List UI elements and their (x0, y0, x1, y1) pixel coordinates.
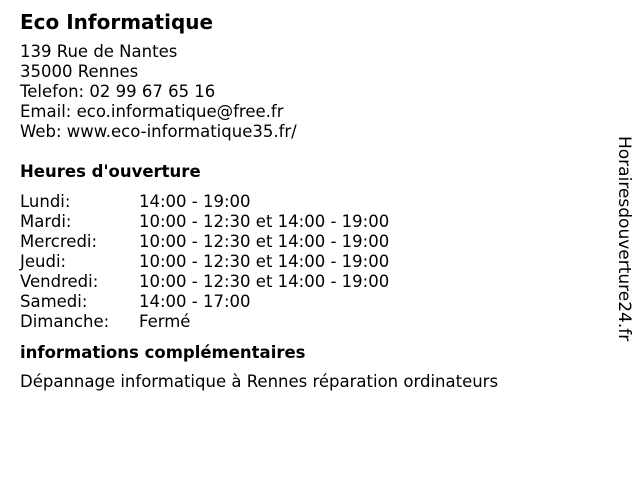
day-label: Mercredi: (20, 232, 98, 251)
additional-info-text: Dépannage informatique à Rennes réparation ordinateurs (20, 372, 499, 391)
phone-number[interactable]: 02 99 67 65 16 (89, 82, 216, 101)
phone-line (20, 82, 590, 102)
opening-hours-heading: Heures d'ouverture (20, 162, 201, 181)
email-line (20, 102, 590, 122)
address-street: 139 Rue de Nantes (20, 42, 178, 61)
day-label: Dimanche: (20, 312, 110, 331)
website-url[interactable]: www.eco-informatique35.fr/ (66, 122, 297, 141)
day-hours: 10:00 - 12:30 et 14:00 - 19:00 (139, 212, 390, 231)
address-block (20, 42, 590, 142)
hours-row-mercredi (20, 232, 590, 252)
day-label: Lundi: (20, 192, 71, 211)
day-label: Samedi: (20, 292, 88, 311)
hours-row-mardi (20, 212, 590, 232)
business-name: Eco Informatique (20, 10, 214, 34)
day-hours: 14:00 - 17:00 (139, 292, 251, 311)
site-watermark: Horairesdouverture24.fr (614, 136, 634, 342)
day-label: Jeudi: (20, 252, 67, 271)
hours-row-dimanche (20, 312, 590, 332)
opening-hours-table (20, 192, 590, 332)
hours-row-samedi (20, 292, 590, 312)
phone-label: Telefon: (20, 82, 85, 101)
day-hours: 10:00 - 12:30 et 14:00 - 19:00 (139, 232, 390, 251)
web-label: Web: (20, 122, 62, 141)
hours-row-lundi (20, 192, 590, 212)
hours-row-jeudi (20, 252, 590, 272)
day-label: Vendredi: (20, 272, 99, 291)
web-line (20, 122, 590, 142)
hours-row-vendredi (20, 272, 590, 292)
day-label: Mardi: (20, 212, 72, 231)
day-hours: 10:00 - 12:30 et 14:00 - 19:00 (139, 252, 390, 271)
address-city: 35000 Rennes (20, 62, 139, 81)
email-label: Email: (20, 102, 72, 121)
day-hours: 14:00 - 19:00 (139, 192, 251, 211)
additional-info-heading: informations complémentaires (20, 343, 306, 362)
day-hours: 10:00 - 12:30 et 14:00 - 19:00 (139, 272, 390, 291)
email-address[interactable]: eco.informatique@free.fr (76, 102, 284, 121)
business-details (20, 10, 590, 392)
day-hours: Fermé (139, 312, 191, 331)
